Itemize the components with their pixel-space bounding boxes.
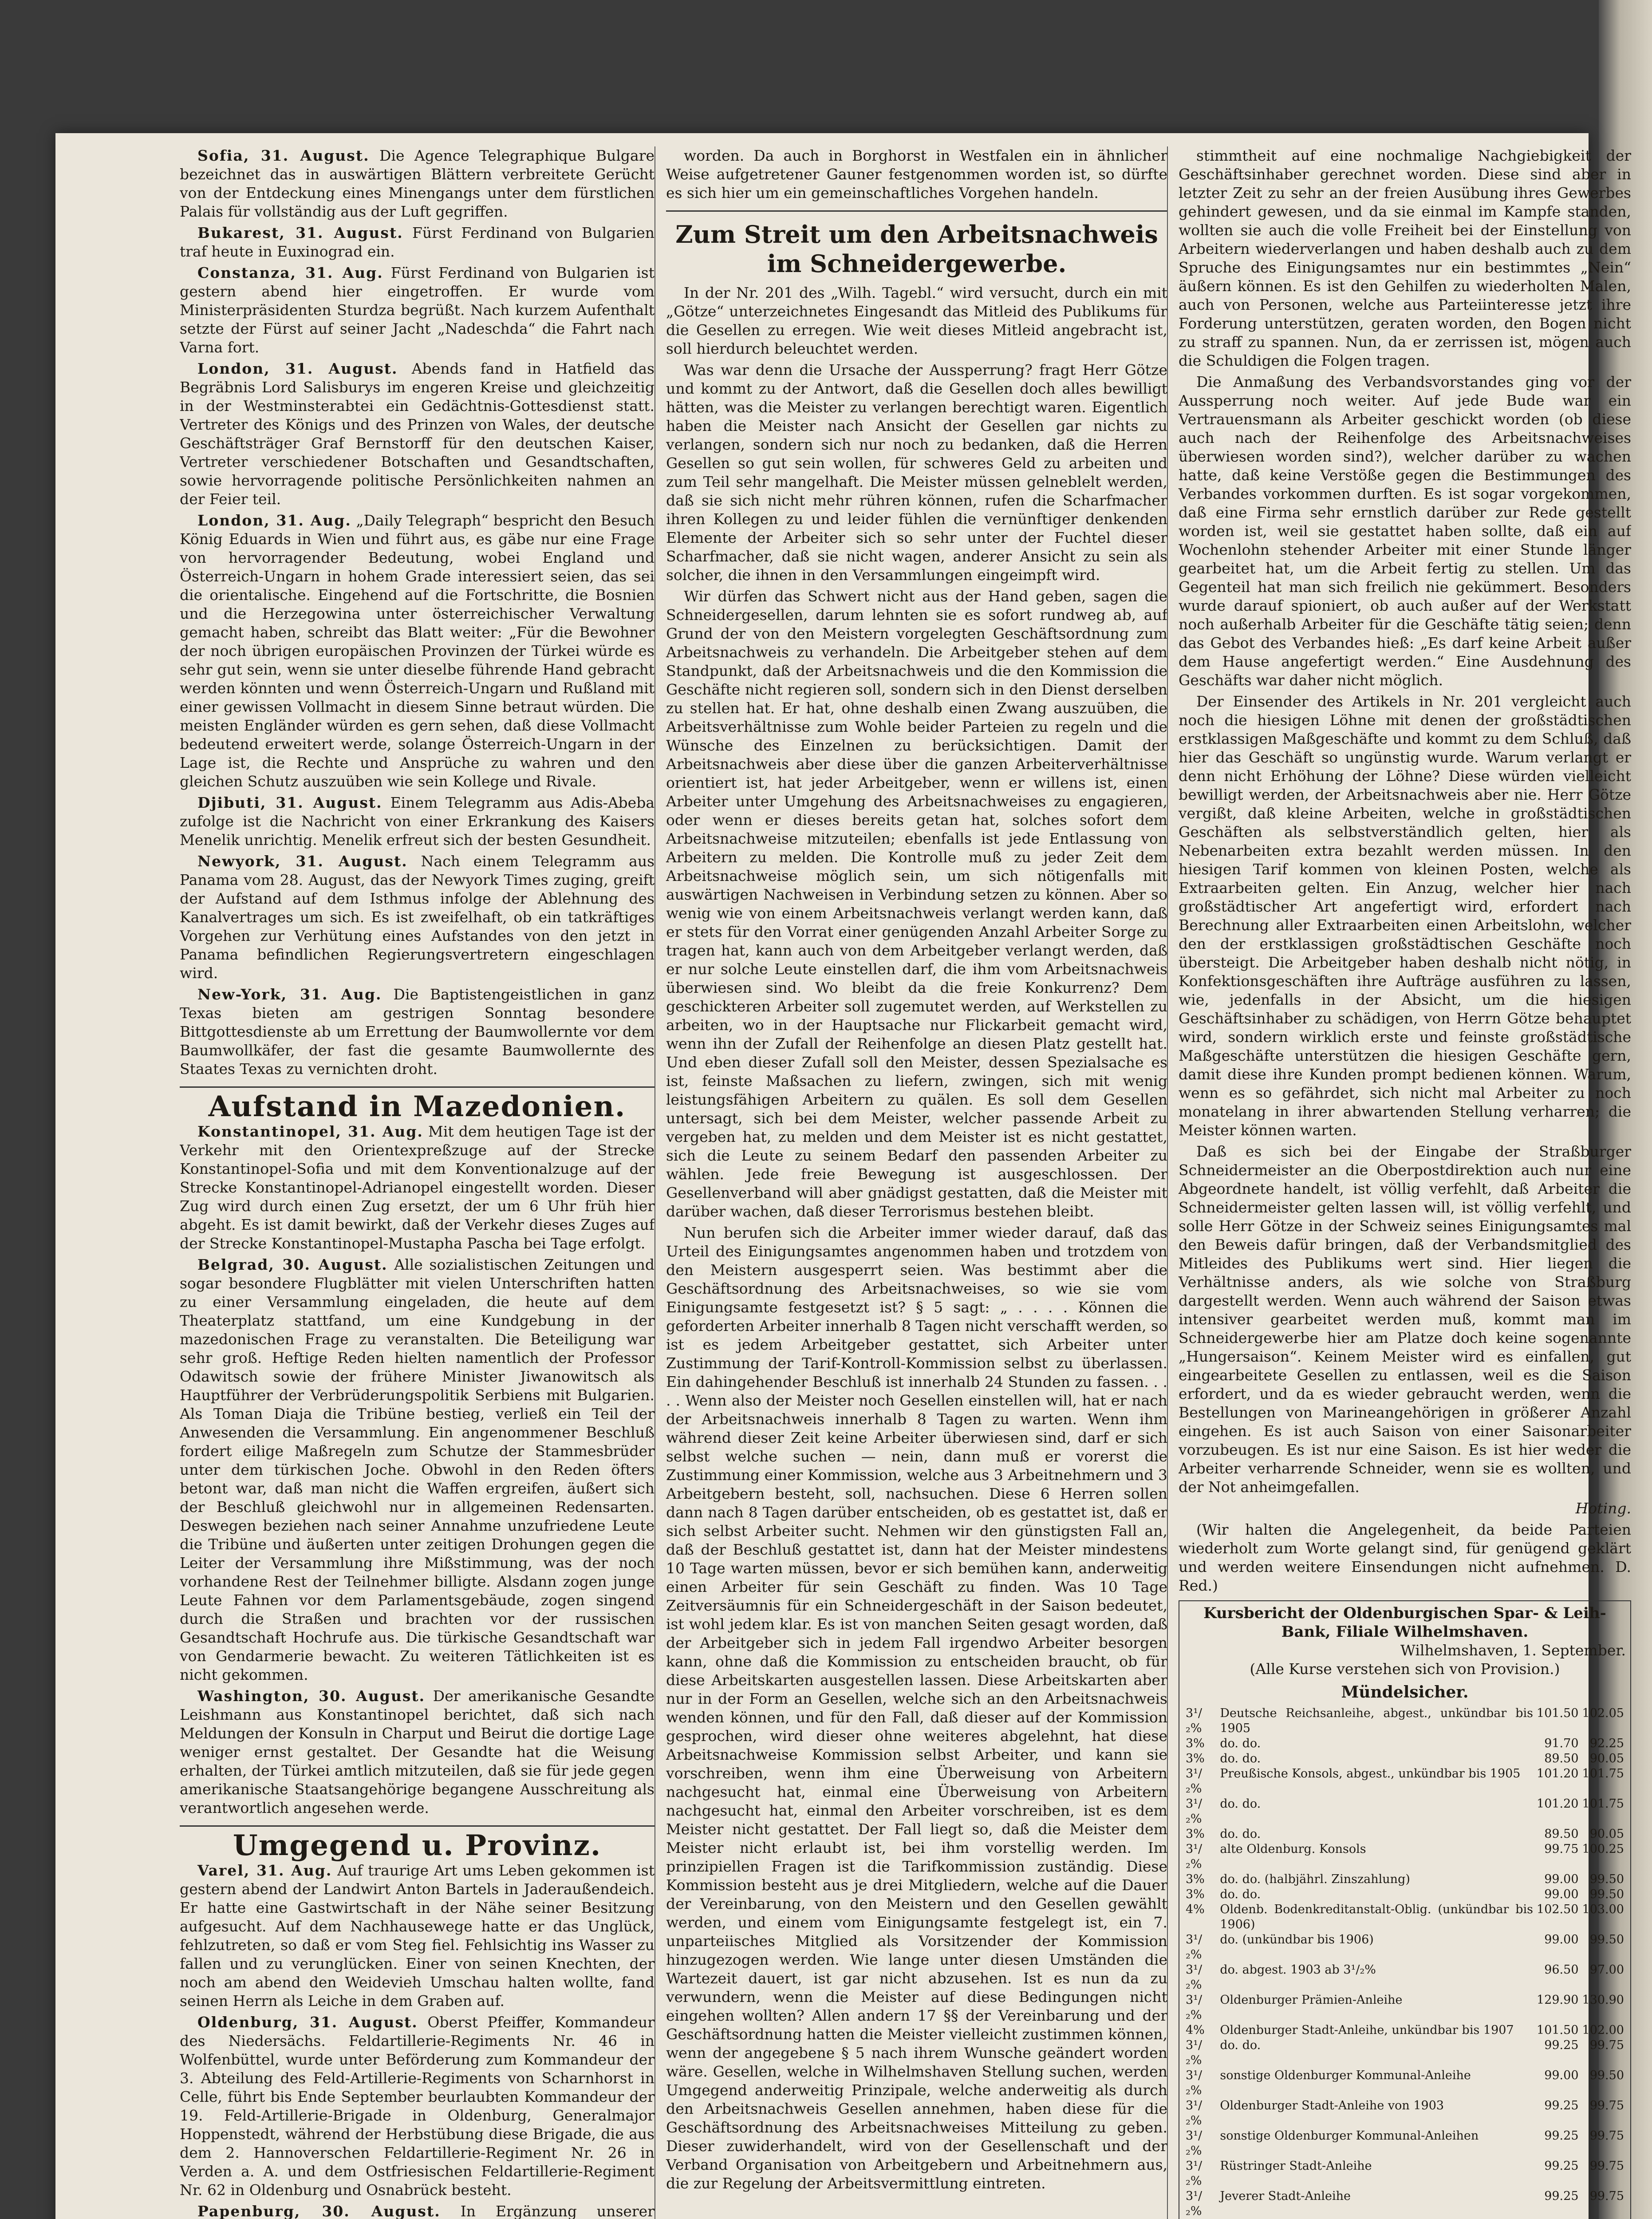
- kurs-cell: sonstige Oldenburger Kommunal-Anleihen: [1220, 2129, 1479, 2143]
- kurs-row: [1184, 1766, 1626, 1797]
- kurs-cell: 99.25: [1544, 2129, 1579, 2143]
- kurs-cell: 101.20: [1537, 1797, 1579, 1811]
- divider: [180, 1825, 654, 1827]
- article-paragraph: In der Nr. 201 des „Wilh. Tagebl.“ wird versucht, durch ein mit „Götze“ unterzeichnetes Eingesandt das Mitleid des Publikums für die Gesellen zu erregen. Wie weit dieses Mitleid angebracht ist, soll hierdurch beleuchtet werden.: [666, 284, 1167, 357]
- heading-umgegend: Umgegend u. Provinz.: [233, 1829, 602, 1862]
- kurs-cell: 99.25: [1544, 2099, 1579, 2112]
- column-right: [1167, 146, 1631, 2219]
- kurs-cell: 4%: [1186, 1903, 1205, 1916]
- editor-note: (Wir halten die Angelegenheit, da beide Parteien wiederholt zum Worte gelangt sind, für genügend geklärt und werden weitere Einsendungen nicht aufnehmen. D. Red.): [1179, 1521, 1631, 1594]
- kurs-cell: do. do. (halbjährl. Zinszahlung): [1220, 1872, 1410, 1886]
- kurs-cell: 97.00: [1589, 1963, 1624, 1977]
- article-text: Auf traurige Art ums Leben gekommen ist gestern abend der Landwirt Anton Bartels in Jaderaußendeich. Er hatte eine Gastwirtschaft in der Nähe seiner Besitzung aufgesucht. Auf dem Nachhausewege hatte er das Unglück, fehlzutreten, so daß er vom Steg fiel. Fehlsichtig ins Wasser zu fallen und zu verunglücken. Einer von seinen Knechten, der noch am abend den Weidevieh Umschau halten wollte, fand seinen Herrn als Leiche in dem Graben auf.: [180, 1862, 654, 2010]
- newspaper-page: [55, 133, 1631, 2219]
- umgegend-articles: [180, 1861, 654, 2219]
- kurs-cell: 3¹/₂%: [1186, 1993, 1203, 2022]
- kurs-cell: 102.50: [1537, 1903, 1579, 1916]
- article-text: „Daily Telegraph“ bespricht den Besuch König Eduards in Wien und führt aus, es gäbe nur eine Frage von hervorragender Bedeutung, wobei England und Österreich-Ungarn in hohem Grade interessiert seien, das sei die orientalische. Eingehend auf die Fortschritte, die Bosnien und die Herzegowina unter österreichischer Verwaltung gemacht haben, schreibt das Blatt weiter: „Für die Bewohner der noch übrigen europäischen Provinzen der Türkei würde es sehr gut sein, wenn sie unter dieselbe führende Hand gebracht werden könnten und wenn Österreich-Ungarn und Rußland mit einer gewissen Vollmacht in diesem Sinne betraut würden. Die meisten Engländer würden es gern sehen, daß diese Vollmacht bedeutend erweitert werde, solange Österreich-Ungarn in der Lage ist, die Rechte und Ansprüche zu wahren und den gleichen Schutz auszuüben wie sein Kollege und Rivale.: [180, 512, 654, 790]
- article-paragraph: stimmtheit auf eine nochmalige Nachgiebigkeit der Geschäftsinhaber gerechnet worden. Diese sind aber in letzter Zeit zu sehr an der freien Ausübung ihres Gewerbes gehindert gewesen, und da sie einmal im Kampfe standen, wollten sie auch die volle Freiheit bei der Einstellung von Arbeitern wiederverlangen und haben deshalb auch zu dem Spruche des Einigungsamtes nur ein bestimmtes „Nein“ äußern können. Es ist den Gehilfen zu wiederholten Malen, auch von Personen, welche aus Parteiinteresse jetzt ihre Forderung unterstützen, geraten worden, den Bogen nicht zu straff zu spannen. Nun, da er zerrissen ist, mögen auch die Schuldigen die Folgen tragen.: [1179, 147, 1631, 369]
- article-paragraph: [180, 2013, 654, 2199]
- article-paragraph: [180, 1122, 654, 1253]
- kurs-cell: 3¹/₂%: [1186, 2159, 1203, 2188]
- kurs-cell: 99.75: [1544, 1842, 1579, 1856]
- kurs-cell: 3%: [1186, 1887, 1205, 1901]
- kurs-cell: 99.00: [1544, 1887, 1579, 1901]
- kurs-cell: 102.05: [1582, 1706, 1624, 1720]
- kurs-cell: 99.50: [1589, 1933, 1624, 1947]
- kurs-cell: 89.50: [1544, 1752, 1579, 1765]
- kurs-cell: 3¹/₂%: [1186, 1706, 1203, 1735]
- kurs-cell: 129.90: [1537, 1993, 1579, 2007]
- kurs-cell: Preußische Konsols, abgest., unkündbar bis 1905: [1220, 1767, 1521, 1781]
- dateline: Papenburg, 30. August.: [197, 2203, 441, 2219]
- kurs-cell: 99.00: [1544, 1872, 1579, 1886]
- dateline: Oldenburg, 31. August.: [197, 2014, 418, 2031]
- kurs-row: [1184, 1902, 1626, 1932]
- kurs-cell: 90.05: [1589, 1827, 1624, 1841]
- article-text: Die Baptistengeistlichen in ganz Texas bieten am gestrigen Sonntag besondere Bittgottesdienste ab um Errettung der Baumwollernte vor dem Baumwollkäfer, der fast die gesamte Baumwollernte des Staates Texas zu vernichten droht.: [180, 986, 654, 1078]
- article-paragraph: [180, 1687, 654, 1817]
- kurs-cell: 130.90: [1582, 1993, 1624, 2007]
- article-text: Die Agence Telegraphique Bulgare bezeichnet das in auswärtigen Blättern verbreitete Gerücht von der Entdeckung eines Minengangs unter dem fürstlichen Palais für vollständig aus der Luft gegriffen.: [180, 147, 654, 220]
- article-text: In Ergänzung unserer: [460, 2203, 654, 2219]
- article-paragraph: Nun berufen sich die Arbeiter immer wieder darauf, daß das Urteil des Einigungsamtes angenommen haben und trotzdem von den Meistern ausgesperrt seien. Was bestimmt aber die Geschäftsordnung des Arbeitsnachweises, so wie sie vom Einigungsamte festgesetzt ist? § 5 sagt: „ . . . . Können die geforderten Arbeiter innerhalb 8 Tagen nicht verschafft werden, so ist es jedem Arbeitgeber gestattet, sich Arbeiter unter Zustimmung der Tarif-Kontroll-Kommission selbst zu überlassen. Ein dahingehender Beschluß ist innerhalb 24 Stunden zu fassen. . . . . Wenn also der Meister noch Gesellen einstellen will, hat er nach der Arbeitsnachweis innerhalb 8 Tagen zu warten. Wenn ihm während dieser Zeit keine Arbeiter überwiesen sind, darf er sich selbst welche suchen — nein, dann muß er vorerst die Zustimmung einer Kommission, welche aus 3 Arbeitnehmern und 3 Arbeitgebern besteht, soll, nachsuchen. Diese 6 Herren sollen dann nach 8 Tagen darüber entscheiden, ob es gestattet ist, daß er sich selbst Arbeiter sucht. Nehmen wir den günstigsten Fall an, daß der Beschluß gestattet ist, dann hat der Meister mindestens 10 Tage warten müssen, bevor er sich bemühen kann, anderweitig einen Arbeiter für sein Geschäft zu finden. Was 10 Tage Zeitversäumnis für ein Schneidergeschäft in der Saison bedeutet, ist wohl jedem klar. Es ist von manchen Seiten gesagt worden, daß der Arbeitgeber sich in jedem Fall irgendwo Arbeiter besorgen kann, ohne daß die Kommission zu entscheiden braucht, ob für diese Arbeitskarten ausgestellen lassen. Diese Arbeitskarten aber nur in der Form an Gesellen, welche sich an den Arbeitsnachweis wenden können, und für den Fall, daß dieser auf der Kommission gesprochen, wird dieser ohne weiteres abgelehnt, hat diese Arbeitsnachweise Kommission selbst Arbeiter, und kann sie vorschreiben, wenn ihm eine Überweisung von Arbeitern nachgesucht hat, einmal eine Überweisung von Arbeitern nachgesucht hat, einmal den Arbeiter vorschreiben, ist es dem Meister nicht gestattet. Der Fall liegt so, daß die Meister dem Meister nicht erlaubt ist, bei ihm vorstellig werden. Im prinzipiellen Fragen ist die Tarifkommission zuständig. Diese Kommission besteht aus je drei Mitgliedern, welche auf die Dauer der Vereinbarung, von den Meistern und den Gesellen gewählt werden, und einem vom Einigungsamte festgelegt ist, ein 7. unparteiisches Mitglied als Vorsitzender der Kommission hinzugezogen werden. Wie lange unter diesen Umständen die Wartezeit dauert, ist gar nicht abzusehen. Ist es nun da zu verwundern, wenn die Meister auf diese Bedingungen nicht eingehen wollten? Allen andern 17 §§ der Vereinbarung und der Geschäftsordnung hatten die Meister vielleicht zustimmen können, wenn der angegebene § 5 nach ihrem Wunsche geändert worden wäre. Gesellen, welche in Wilhelmshaven Stellung suchen, werden Umgegend anderweitig Prinzipale, welche anderweitig als durch den Arbeitsnachweis Gesellen annehmen, haben diese für die Geschäftsordnung des Arbeitsnachweises Mitteilung zu geben. Dieser zuwiderhandelt, wird von der Gesellenschaft und der Verband Organisation von Arbeitgebern und Arbeitnehmern aus, die zur Regelung der Arbeitsvermittlung eintreten.: [666, 1224, 1167, 2192]
- kurs-cell: 99.75: [1589, 2159, 1624, 2173]
- kurs-cell: do. do.: [1220, 1737, 1261, 1750]
- kurs-row: [1184, 1932, 1626, 1962]
- kurs-cell: 101.75: [1582, 1767, 1624, 1781]
- article-paragraph: [180, 985, 654, 1078]
- kurs-cell: 3¹/₂%: [1186, 2189, 1203, 2218]
- article-paragraph: Der Einsender des Artikels in Nr. 201 vergleicht auch noch die hiesigen Löhne mit denen der großstädtischen erstklassigen Maßgeschäfte und kommt zu dem Schluß, daß hier das Geschäft so ungünstig wurde. Warum verlangt er denn nicht Erhöhung der Löhne? Diese würden vielleicht bewilligt werden, der Arbeitsnachweis aber nie. Herr Götze vergißt, daß kleine Arbeiten, welche in großstädtischen Geschäften als selbstverständlich gelten, hier als Nebenarbeiten extra bezahlt werden müssen. In den hiesigen Tarif kommen von kleinen Posten, welche als Extraarbeiten gelten. Ein Anzug, welcher hier nach großstädtischer Art angefertigt wird, erfordert nach Berechnung aller Extraarbeiten einen Arbeitslohn, welcher den der erstklassigen großstädtischen Geschäfte noch übersteigt. Die Arbeitgeber haben deshalb nicht nötig, in Konfektionsgeschäften ihre Aufträge ausführen zu lassen, wie, jedenfalls in der Absicht, um die hiesigen Geschäftsinhaber zu schädigen, von Herrn Götze behauptet wird, sondern wirklich erste und feinste großstädtische Maßgeschäfte unterstützen die hiesigen Geschäfte gern, damit diese ihre Kunden prompt bedienen können. Warum, wenn es so gefährdet, sich nicht mal Arbeiter zu noch monatelang in ihrer abwartenden Stellung verharren; die Meister können warten.: [1179, 693, 1631, 1139]
- kurs-cell: 3%: [1186, 1827, 1205, 1841]
- kurs-cell: 99.25: [1544, 2159, 1579, 2173]
- continued-text: worden. Da auch in Borghorst in Westfalen ein in ähnlicher Weise aufgetretener Gauner festgenommen worden ist, so dürfte es sich hier um ein gemeinschaftliches Vorgehen handeln.: [666, 147, 1167, 201]
- kurs-cell: 99.00: [1544, 1933, 1579, 1947]
- kurs-cell: 91.70: [1544, 1737, 1579, 1750]
- kurs-cell: do. do.: [1220, 1752, 1261, 1765]
- dateline: Sofia, 31. August.: [197, 147, 370, 164]
- kurs-cell: 89.50: [1544, 1827, 1579, 1841]
- dateline: Washington, 30. August.: [197, 1687, 426, 1705]
- article-paragraph: [180, 1256, 654, 1684]
- dateline: New-York, 31. Aug.: [197, 986, 382, 1003]
- kurs-cell: 99.25: [1544, 2189, 1579, 2203]
- dateline: London, 31. Aug.: [197, 512, 351, 529]
- kurs-row: [1184, 2159, 1626, 2189]
- kurs-place-date: Wilhelmshaven, 1. September.: [1400, 1642, 1626, 1659]
- article-paragraph: Was war denn die Ursache der Aussperrung? fragt Herr Götze und kommt zu der Antwort, daß die Gesellen doch alles bewilligt hätten, was die Meister zu verlangen berechtigt waren. Eigentlich haben die Meister nach Ansicht der Gesellen gar nichts zu verlangen, sondern sich nur noch zu bedanken, daß die Herren Gesellen so gut sein wollen, für schweres Geld zu arbeiten und zum Teil sehr mangelhaft. Die Meister müssen gelneblelt werden, daß sie sich nicht mehr rühren können, rufen die Scharfmacher ihren Kollegen zu und leider fühlen die vernünftiger denkenden Elemente der Arbeiter sich so sehr unter der Fuchtel dieser Scharfmacher, daß sie nicht wagen, anderer Ansicht zu sein als solcher, die ihnen in den Versammlungen eingeimpft wird.: [666, 361, 1167, 584]
- divider: [666, 210, 1167, 212]
- article-text: Fürst Ferdinand von Bulgarien traf heute in Euxinograd ein.: [180, 224, 654, 260]
- kurs-cell: 99.75: [1589, 2189, 1624, 2203]
- kursbericht-box: [1179, 1600, 1631, 2219]
- dateline: Konstantinopel, 31. Aug.: [197, 1123, 423, 1140]
- kurs-cell: 99.50: [1589, 1887, 1624, 1901]
- kurs-cell: do. abgest. 1903 ab 3¹/₂%: [1220, 1963, 1376, 1977]
- kurs-cell: 3¹/₂%: [1186, 2038, 1203, 2067]
- article-paragraph: Wir dürfen das Schwert nicht aus der Hand geben, sagen die Schneidergesellen, darum lehnten sie es sofort rundweg ab, auf Grund der von den Meistern vorgelegten Geschäftsordnung zum Arbeitsnachweis zu verhandeln. Die Arbeitgeber stehen auf dem Standpunkt, daß der Arbeitsnachweis und die den Kommission die Geschäfte nicht regieren soll, sondern sich in den Dienst derselben zu stellen hat. Er hat, ohne deshalb einen Zwang auszuüben, die Arbeitsverhältnisse zum Wohle beider Parteien zu regeln und die Wünsche des Einzelnen zu berücksichtigen. Damit der Arbeitsnachweis aber diese über die ganzen Arbeiterverhältnisse orientiert ist, hat jeder Arbeitgeber, wenn er willens ist, einen Arbeiter unter Umgehung des Arbeitsnachweises zu engagieren, oder wenn er dieses bereits getan hat, solches sofort dem Arbeitsnachweise mitzuteilen; ebenfalls ist jede Entlassung von Arbeitern zu melden. Die Kontrolle muß zu jeder Zeit dem Arbeitsnachweise möglich sein, um sich nötigenfalls mit auswärtigen Nachweisen in Verbindung setzen zu können. Aber so wenig wie von einem Arbeitsnachweis verlangt werden kann, daß er stets für den Vorrat einer genügenden Anzahl Arbeiter Sorge zu tragen hat, kann auch von dem Arbeitgeber verlangt werden, daß er nur solche Leute einstellen darf, die ihm vom Arbeitsnachweis überwiesen sind. Wo bleibt da die freie Konkurrenz? Dem geschickteren Arbeiter soll zugemutet werden, auf Werkstellen zu arbeiten, wo in der Hauptsache nur Flickarbeit gemacht wird, wenn ihn der Zufall der Reihenfolge an diesen Platz gestellt hat. Und eben dieser Zufall soll den Meister, dessen Spezialsache es ist, feinste Maßsachen zu liefern, zwingen, sich mit wenig leistungsfähigen Arbeitern zu quälen. Es soll dem Gesellen untersagt, sich bei dem Meister, welcher passende Arbeit zu vergeben hat, zu melden und dem Meister ist es nicht gestattet, sich die Leute zu seinem Bedarf den passenden Arbeiter zu wählen. Jede freie Bewegung ist ausgeschlossen. Der Gesellenverband will aber gnädigst gestatten, daß die Meister mit darüber wachen, daß dieser Terrorismus bestehen bleibt.: [666, 588, 1167, 1220]
- kurs-cell: 100.25: [1582, 1842, 1624, 1856]
- article-paragraph: Daß es sich bei der Eingabe der Straßburger Schneidermeister an die Oberpostdirektion auch nur eine Abgeordnete handelt, ist völlig verfehlt, daß Arbeiter die Schneidermeister gelten lassen will, ist völlig verfehlt, und solle Herr Götze in der Schweiz seines Einigungsamtes mal den Beweis dafür bringen, daß der Verbandsmitglied des Mitleides des Publikums wert sind. Hier liegen die Verhältnisse anders, als wie solche von Straßburg dargestellt werden. Wenn auch während der Saison etwas intensiver gearbeitet werden muß, kommt man im Schneidergewerbe hier am Platze doch keine sogenannte „Hungersaison“. Keinem Meister wird es einfallen, gut eingearbeitete Gesellen zu entlassen, weil es die Saison erfordert, und da es wieder gebraucht werden, wenn die Bestellungen von Marineangehörigen in größerer Anzahl eingehen. Es ist auch Saison von einer Saisonarbeiter vorzubeugen. Es ist nur eine Saison. Es ist hier weder die Arbeiter verharrende Schneider, wenn sie es wollten, und der Not anheimgefallen.: [1179, 1143, 1631, 1496]
- article-paragraph: [180, 852, 654, 983]
- dateline: London, 31. August.: [197, 360, 398, 377]
- kurs-cell: 99.25: [1544, 2038, 1579, 2052]
- article-text: Der amerikanische Gesandte Leishmann aus Konstantinopel berichtet, daß sich nach Meldungen der Konsuln in Charput und Beirut die dortige Lage weniger ernst gestaltet. Der Gesandte hat die Weisung erhalten, der Türkei amtlich mitzuteilen, daß sie für jede gegen amerikanische Staatsangehörige begangene Ausschreitung als verantwortlich angesehen werde.: [180, 1687, 654, 1816]
- dateline: Constanza, 31. Aug.: [197, 264, 383, 281]
- article-paragraph: [180, 146, 654, 221]
- kursbericht-title: Kursbericht der Oldenburgischen Spar- & Leih-Bank, Filiale Wilhelmshaven.: [1203, 1604, 1606, 1641]
- kurs-cell: Deutsche Reichsanleihe, abgest., unkündbar bis 1905: [1220, 1706, 1534, 1735]
- kurs-cell: 101.75: [1582, 1797, 1624, 1811]
- kurs-note: (Alle Kurse verstehen sich von Provision.): [1250, 1660, 1560, 1678]
- kurs-cell: Oldenburger Prämien-Anleihe: [1220, 1993, 1403, 2007]
- kurs-cell: do. do.: [1220, 2038, 1261, 2052]
- kurs-cell: 99.75: [1589, 2099, 1624, 2112]
- heading-mazedonien: Aufstand in Mazedonien.: [208, 1090, 626, 1123]
- kurs-cell: 102.00: [1582, 2023, 1624, 2037]
- kurs-cell: Oldenb. Bodenkreditanstalt-Oblig. (unkündbar bis 1906): [1220, 1903, 1534, 1931]
- kurs-cell: 96.50: [1544, 1963, 1579, 1977]
- kurs-cell: Oldenburger Stadt-Anleihe von 1903: [1220, 2099, 1444, 2112]
- kurs-cell: 3¹/₂%: [1186, 1963, 1203, 1992]
- muendel-heading: Mündelsicher.: [1341, 1683, 1469, 1702]
- article-paragraph: [180, 224, 654, 261]
- kurs-row: [1184, 1993, 1626, 2023]
- kurs-cell: 103.00: [1582, 1903, 1624, 1916]
- kurs-cell: 101.20: [1537, 1767, 1579, 1781]
- kurs-cell: Rüstringer Stadt-Anleihe: [1220, 2159, 1372, 2173]
- kurs-cell: 3%: [1186, 1737, 1205, 1750]
- signature: Hoting.: [1575, 1500, 1631, 1517]
- kurs-row: [1184, 1827, 1626, 1842]
- kurs-cell: 3¹/₂%: [1186, 1797, 1203, 1826]
- article-text: Oberst Pfeiffer, Kommandeur des Niedersächs. Feldartillerie-Regiments Nr. 46 in Wolfenbüttel, wurde unter Beförderung zum Kommandeur der 3. Abteilung des Feld-Artillerie-Regiments von Scharnhorst in Celle, führt bis Ende September beurlaubten Kommandeur der 19. Feld-Artillerie-Brigade in Oldenburg, Generalmajor Hoppenstedt, während der Herbstübung diese Brigade, die aus dem 2. Hannoverschen Feldartillerie-Regiment Nr. 26 in Verden a. A. und dem Ostfriesischen Feldartillerie-Regiment Nr. 62 in Oldenburg und Osnabrück besteht.: [180, 2014, 654, 2199]
- mazedonien-articles: [180, 1122, 654, 1817]
- heading-streit: Zum Streit um den Arbeitsnachweis im Schneidergewerbe.: [675, 220, 1158, 278]
- kurs-cell: 92.25: [1589, 1737, 1624, 1750]
- article-text: Abends fand in Hatfield das Begräbnis Lord Salisburys im engeren Kreise und gleichzeitig in der Westminsterabtei ein Gedächtnis-Gottesdienst statt. Vertreter des Königs und des Prinzen von Wales, der deutsche Geschäftsträger Graf Bernstorff für den deutschen Kaiser, Vertreter verschiedener Botschaften und Gesandtschaften, sowie hervorragende politische Persönlichkeiten nahmen an der Feier teil.: [180, 360, 654, 508]
- kurs-cell: 4%: [1186, 2023, 1205, 2037]
- kurs-row: [1184, 2023, 1626, 2038]
- article-text: Alle sozialistischen Zeitungen und sogar besondere Flugblätter mit vielen Unterschriften hatten zu einer Versammlung eingeladen, die heute auf dem Theaterplatz stattfand, um eine Kundgebung in der mazedonischen Frage zu veranstalten. Die Beteiligung war sehr groß. Heftige Reden hielten namentlich der Professor Odawitsch sowie der frühere Minister Jiwanowitsch als Hauptführer der Verbrüderungspolitik Serbiens mit Bulgarien. Als Toman Diaja die Tribüne bestieg, verließ ein Teil der Anwesenden die Versammlung. Ein angenommener Beschluß fordert eilige Maßregeln zum Schutze der Stammesbrüder unter dem türkischen Joche. Obwohl in den Reden öfters betont war, daß man nicht die Waffen ergreifen, äußert sich der Beschluß gleichwohl nur in allgemeinen Redensarten. Deswegen beziehen nach seiner Annahme unzufriedene Leute die Tribüne und äußerten unter zeitigen Drohungen gegen die Leiter der Versammlung ihre Mißstimmung, was der noch vorhandene Rest der Teilnehmer billigte. Alsdann zogen junge Leute Fahnen vor dem Parlamentsgebäude, zogen singend durch die Straßen und brachten vor der russischen Gesandtschaft Hochrufe aus. Die türkische Gesandtschaft war von Gendarmerie bewacht. Zu weiteren Tätlichkeiten ist es nicht gekommen.: [180, 1256, 654, 1683]
- dateline: Belgrad, 30. August.: [197, 1256, 388, 1273]
- kurs-cell: Jeverer Stadt-Anleihe: [1220, 2189, 1351, 2203]
- kurs-row: [1184, 1887, 1626, 1902]
- article-paragraph: Die Anmaßung des Verbandsvorstandes ging vor der Aussperrung noch weiter. Auf jede Bude war ein Vertrauensmann als Arbeiter geschickt worden (ob diese auch nach der Reihenfolge des Arbeitsnachweises überwiesen worden sind?), welcher darüber zu wachen hatte, daß keine Verstöße gegen die Bestimmungen des Verbandes vorkommen durften. Es ist sogar vorgekommen, daß eine Firma sehr ernstlich darüber zur Rede gestellt worden ist, weil sie gestattet haben sollte, daß ein auf Wochenlohn stehender Arbeiter mit einer Stunde länger gearbeitet hat, um die Arbeit fertig zu stellen. Um das Gegenteil hat man sich freilich nie gekümmert. Besonders wurde darauf spioniert, ob auch außer auf der Werkstatt noch außerhalb Arbeiter für die Geschäfte tätig seien; denn das Gebot des Verbandes hieß: „Es darf keine Arbeit außer dem Hause angefertigt werden.“ Eine Ausdehnung des Geschäfts war daher nicht möglich.: [1179, 373, 1631, 689]
- news-telegrams: [180, 146, 654, 1078]
- kurs-cell: 101.50: [1537, 2023, 1579, 2037]
- kurs-row: [1184, 2189, 1626, 2219]
- kurs-row: [1184, 2038, 1626, 2068]
- kurs-row: [1184, 1797, 1626, 1827]
- kurs-cell: 3¹/₂%: [1186, 2099, 1203, 2128]
- kurs-cell: do. do.: [1220, 1887, 1261, 1901]
- streit-article: [666, 284, 1167, 2193]
- kurs-cell: 90.05: [1589, 1752, 1624, 1765]
- kurs-row: [1184, 2128, 1626, 2159]
- kurs-cell: 99.50: [1589, 1872, 1624, 1886]
- article-text: Mit dem heutigen Tage ist der Verkehr mit den Orientexpreßzuge auf der Strecke Konstantinopel-Sofia und mit dem Konventionalzuge auf der Strecke Konstantinopel-Adrianopel eingestellt worden. Dieser Zug wird durch einen Zug ersetzt, der um 6 Uhr früh hier abgeht. Es ist damit bewirkt, daß der Verkehr dieses Zuges auf der Strecke Konstantinopel-Mustapha Pascha bei Tage erfolgt.: [180, 1123, 654, 1252]
- article-paragraph: [180, 794, 654, 849]
- dateline: Djibuti, 31. August.: [197, 794, 382, 811]
- kurs-cell: alte Oldenburg. Konsols: [1220, 1842, 1366, 1856]
- kurs-cell: 3¹/₂%: [1186, 2129, 1203, 2158]
- kurs-row: [1184, 1842, 1626, 1872]
- kurs-row: [1184, 1706, 1626, 1736]
- column-left: [180, 146, 654, 2219]
- kurs-cell: 3¹/₂%: [1186, 1933, 1203, 1962]
- kurs-cell: 101.50: [1537, 1706, 1579, 1720]
- article-text: Fürst Ferdinand von Bulgarien ist gestern abend hier eingetroffen. Er wurde vom Ministerpräsidenten Sturdza begrüßt. Nach kurzem Aufenthalt setzte der Fürst auf seiner Jacht „Nadeschda“ die Fahrt nach Varna fort.: [180, 264, 654, 356]
- kurs-row: [1184, 2068, 1626, 2098]
- dateline: Newyork, 31. August.: [197, 853, 408, 870]
- kurs-row: [1184, 2098, 1626, 2128]
- article-paragraph: [180, 1861, 654, 2010]
- kurs-cell: 3¹/₂%: [1186, 1767, 1203, 1796]
- kurs-table-muendel: [1184, 1706, 1626, 2219]
- kurs-cell: sonstige Oldenburger Kommunal-Anleihe: [1220, 2069, 1471, 2082]
- divider: [180, 1086, 654, 1088]
- article-text: Einem Telegramm aus Adis-Abeba zufolge ist die Nachricht von einer Erkrankung des Kaisers Menelik unrichtig. Menelik erfreut sich der besten Gesundheit.: [180, 794, 654, 849]
- kurs-cell: do. do.: [1220, 1827, 1261, 1841]
- kurs-row: [1184, 1736, 1626, 1751]
- article-paragraph: [180, 264, 654, 357]
- article-paragraph: [180, 359, 654, 509]
- kurs-row: [1184, 1751, 1626, 1766]
- dateline: Varel, 31. Aug.: [197, 1862, 332, 1879]
- column-middle: [654, 146, 1167, 2219]
- kurs-cell: do. do.: [1220, 1797, 1261, 1811]
- kurs-cell: Oldenburger Stadt-Anleihe, unkündbar bis 1907: [1220, 2023, 1514, 2037]
- kurs-cell: 3%: [1186, 1752, 1205, 1765]
- article-paragraph: [180, 2202, 654, 2219]
- dateline: Bukarest, 31. August.: [197, 224, 403, 241]
- kurs-cell: 99.50: [1589, 2069, 1624, 2082]
- kurs-cell: 99.00: [1544, 2069, 1579, 2082]
- kurs-cell: 3%: [1186, 1872, 1205, 1886]
- streit-article-continued: [1179, 146, 1631, 1496]
- kurs-row: [1184, 1872, 1626, 1887]
- kurs-cell: 99.75: [1589, 2129, 1624, 2143]
- kurs-cell: 3¹/₂%: [1186, 2069, 1203, 2097]
- kurs-cell: 3¹/₂%: [1186, 1842, 1203, 1871]
- article-paragraph: [180, 511, 654, 791]
- kurs-cell: do. (unkündbar bis 1906): [1220, 1933, 1374, 1947]
- article-text: Nach einem Telegramm aus Panama vom 28. August, das der Newyork Times zuging, greift der Aufstand auf dem Isthmus infolge der Ablehnung des Kanalvertrages um sich. Es ist zweifelhaft, ob ein tatkräftiges Vorgehen zur Verhütung eines Aufstandes von den jetzt in Panama befindlichen Regierungsvertretern eingeschlagen wird.: [180, 853, 654, 982]
- kurs-cell: 99.75: [1589, 2038, 1624, 2052]
- kurs-row: [1184, 1962, 1626, 1993]
